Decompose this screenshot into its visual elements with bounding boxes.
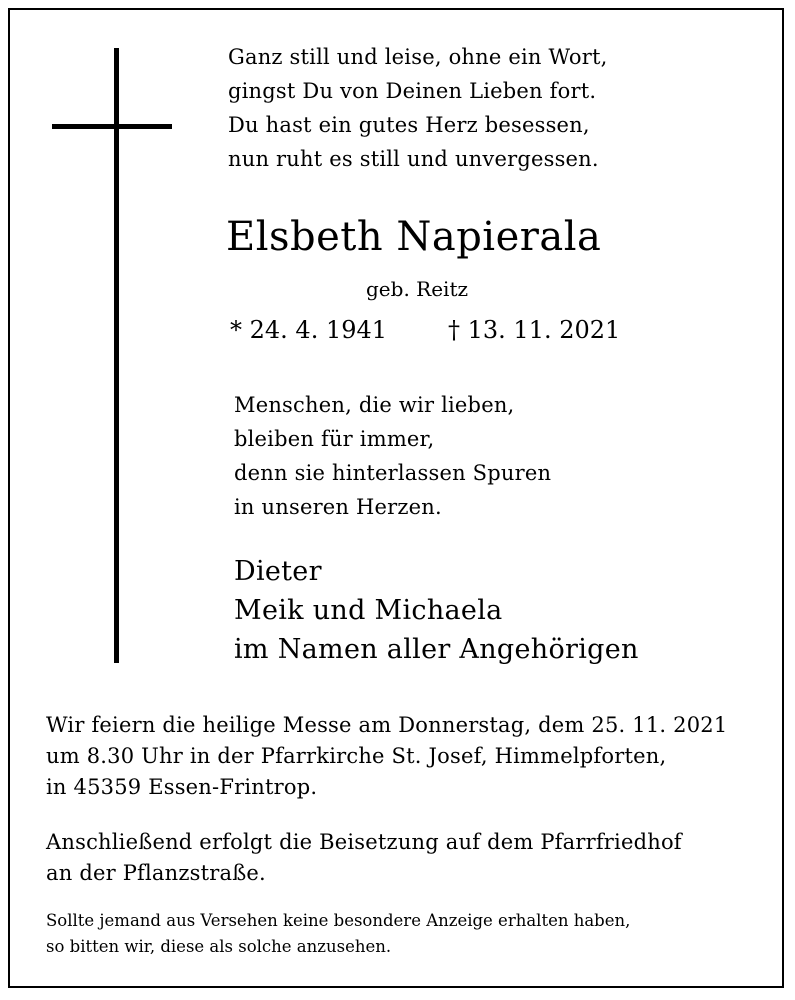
poem-line: Du hast ein gutes Herz besessen,: [228, 113, 590, 137]
mourner-line: im Namen aller Angehörigen: [234, 634, 639, 665]
poem-line: bleiben für immer,: [234, 427, 435, 451]
mourners: [234, 552, 639, 669]
service-line: um 8.30 Uhr in der Pfarrkirche St. Josef, Himmelpforten,: [46, 744, 667, 768]
poem-line: nun ruht es still und unvergessen.: [228, 147, 599, 171]
poem-line: in unseren Herzen.: [234, 495, 442, 519]
birth-date: * 24. 4. 1941: [230, 316, 388, 344]
burial-line: Anschließend erfolgt die Beisetzung auf dem Pfarrfriedhof: [46, 830, 682, 854]
poem-line: denn sie hinterlassen Spuren: [234, 461, 552, 485]
poem-line: Ganz still und leise, ohne ein Wort,: [228, 45, 608, 69]
notice-line: Sollte jemand aus Versehen keine besondere Anzeige erhalten haben,: [46, 911, 631, 930]
cross-icon: [114, 48, 119, 663]
mourner-line: Meik und Michaela: [234, 595, 503, 626]
opening-poem: [228, 40, 607, 176]
service-line: in 45359 Essen-Frintrop.: [46, 775, 318, 799]
burial-line: an der Pflanzstraße.: [46, 861, 266, 885]
memorial-poem: [234, 388, 551, 524]
cross-icon-bar: [52, 124, 172, 129]
closing-notice: [46, 908, 630, 960]
poem-line: gingst Du von Deinen Lieben fort.: [228, 79, 597, 103]
service-line: Wir feiern die heilige Messe am Donnerstag, dem 25. 11. 2021: [46, 713, 728, 737]
maiden-name: geb. Reitz: [366, 277, 469, 301]
deceased-name: Elsbeth Napierala: [226, 214, 602, 260]
notice-line: so bitten wir, diese als solche anzusehen.: [46, 937, 392, 956]
service-details: [46, 710, 727, 803]
burial-details: [46, 827, 682, 889]
poem-line: Menschen, die wir lieben,: [234, 393, 515, 417]
mourner-line: Dieter: [234, 556, 322, 587]
death-date: † 13. 11. 2021: [448, 316, 621, 344]
